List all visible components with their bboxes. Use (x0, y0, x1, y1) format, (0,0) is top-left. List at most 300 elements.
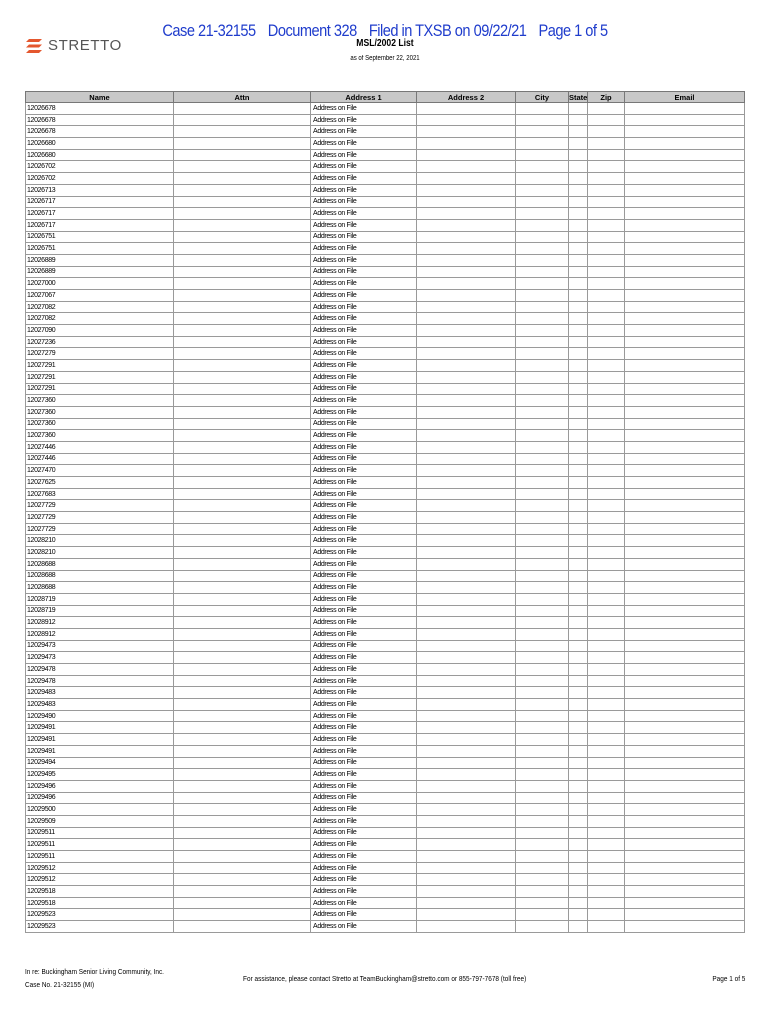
cell-zip (588, 173, 625, 185)
table-row (26, 371, 745, 383)
cell-email (625, 488, 745, 500)
cell-city (516, 488, 569, 500)
cell-name: 12026717 (26, 219, 174, 231)
cell-addr1: Address on File (311, 699, 417, 711)
cell-addr2 (417, 640, 516, 652)
cell-attn (174, 664, 311, 676)
cell-zip (588, 699, 625, 711)
cell-name: 12029473 (26, 640, 174, 652)
cell-zip (588, 184, 625, 196)
cell-addr2 (417, 231, 516, 243)
cell-zip (588, 897, 625, 909)
cell-email (625, 675, 745, 687)
cell-addr2 (417, 301, 516, 313)
cell-addr2 (417, 815, 516, 827)
cell-zip (588, 792, 625, 804)
cell-email (625, 126, 745, 138)
table-header-row (26, 92, 745, 103)
cell-attn (174, 874, 311, 886)
table-row (26, 827, 745, 839)
cell-email (625, 722, 745, 734)
cell-city (516, 126, 569, 138)
cell-zip (588, 219, 625, 231)
cell-city (516, 921, 569, 933)
cell-name: 12026702 (26, 161, 174, 173)
cell-name: 12029478 (26, 675, 174, 687)
table-row (26, 313, 745, 325)
cell-city (516, 535, 569, 547)
cell-state (569, 219, 588, 231)
cell-attn (174, 570, 311, 582)
cell-addr2 (417, 897, 516, 909)
cell-city (516, 874, 569, 886)
cell-email (625, 290, 745, 302)
cell-state (569, 699, 588, 711)
cell-state (569, 815, 588, 827)
cell-state (569, 418, 588, 430)
cell-addr1: Address on File (311, 430, 417, 442)
cell-email (625, 360, 745, 372)
cell-state (569, 243, 588, 255)
cell-city (516, 406, 569, 418)
cell-name: 12026680 (26, 138, 174, 150)
cell-email (625, 465, 745, 477)
cell-email (625, 103, 745, 115)
cell-addr1: Address on File (311, 173, 417, 185)
cell-attn (174, 710, 311, 722)
cell-city (516, 290, 569, 302)
cell-zip (588, 734, 625, 746)
cell-state (569, 558, 588, 570)
cell-name: 12027470 (26, 465, 174, 477)
cell-email (625, 827, 745, 839)
cell-email (625, 839, 745, 851)
cell-city (516, 254, 569, 266)
cell-zip (588, 862, 625, 874)
cell-city (516, 628, 569, 640)
cell-attn (174, 290, 311, 302)
cell-zip (588, 605, 625, 617)
cell-zip (588, 149, 625, 161)
cell-state (569, 710, 588, 722)
cell-name: 12027729 (26, 512, 174, 524)
cell-addr2 (417, 757, 516, 769)
cell-zip (588, 687, 625, 699)
cell-zip (588, 114, 625, 126)
cell-state (569, 465, 588, 477)
cell-addr1: Address on File (311, 126, 417, 138)
cell-addr1: Address on File (311, 593, 417, 605)
table-row (26, 114, 745, 126)
table-row (26, 219, 745, 231)
cell-name: 12029483 (26, 699, 174, 711)
cell-email (625, 582, 745, 594)
table-row (26, 406, 745, 418)
cell-attn (174, 523, 311, 535)
cell-city (516, 862, 569, 874)
cell-addr1: Address on File (311, 804, 417, 816)
cell-email (625, 710, 745, 722)
cell-state (569, 477, 588, 489)
cell-city (516, 804, 569, 816)
cell-addr1: Address on File (311, 348, 417, 360)
cell-addr1: Address on File (311, 231, 417, 243)
table-row (26, 477, 745, 489)
cell-addr2 (417, 371, 516, 383)
cell-city (516, 161, 569, 173)
cell-name: 12027236 (26, 336, 174, 348)
cell-email (625, 173, 745, 185)
cell-name: 12027446 (26, 441, 174, 453)
cell-city (516, 617, 569, 629)
cell-attn (174, 430, 311, 442)
cell-addr1: Address on File (311, 769, 417, 781)
cell-addr1: Address on File (311, 535, 417, 547)
cell-name: 12028912 (26, 617, 174, 629)
cell-zip (588, 278, 625, 290)
stamp-document: Document 328 (267, 21, 357, 40)
cell-attn (174, 395, 311, 407)
cell-addr1: Address on File (311, 383, 417, 395)
cell-addr1: Address on File (311, 161, 417, 173)
cell-attn (174, 558, 311, 570)
table-row (26, 500, 745, 512)
cell-addr2 (417, 196, 516, 208)
cell-attn (174, 383, 311, 395)
footer-case-number: Case No. 21-32155 (MI) (25, 980, 95, 989)
cell-attn (174, 780, 311, 792)
cell-city (516, 114, 569, 126)
cell-attn (174, 418, 311, 430)
cell-zip (588, 430, 625, 442)
cell-addr2 (417, 243, 516, 255)
cell-addr2 (417, 851, 516, 863)
cell-city (516, 138, 569, 150)
cell-attn (174, 675, 311, 687)
cell-attn (174, 243, 311, 255)
cell-city (516, 886, 569, 898)
cell-name: 12029512 (26, 874, 174, 886)
cell-zip (588, 360, 625, 372)
cell-addr2 (417, 149, 516, 161)
cell-attn (174, 815, 311, 827)
cell-state (569, 909, 588, 921)
cell-addr1: Address on File (311, 921, 417, 933)
cell-addr2 (417, 862, 516, 874)
table-row (26, 488, 745, 500)
table-row (26, 862, 745, 874)
cell-name: 12029483 (26, 687, 174, 699)
cell-name: 12026680 (26, 149, 174, 161)
cell-name: 12029495 (26, 769, 174, 781)
cell-zip (588, 243, 625, 255)
cell-zip (588, 103, 625, 115)
cell-state (569, 406, 588, 418)
table-row (26, 301, 745, 313)
cell-zip (588, 851, 625, 863)
table-row (26, 512, 745, 524)
cell-addr2 (417, 395, 516, 407)
cell-name: 12028719 (26, 605, 174, 617)
cell-addr1: Address on File (311, 500, 417, 512)
cell-addr1: Address on File (311, 792, 417, 804)
cell-attn (174, 827, 311, 839)
cell-addr2 (417, 290, 516, 302)
cell-state (569, 722, 588, 734)
cell-email (625, 593, 745, 605)
cell-email (625, 430, 745, 442)
cell-attn (174, 348, 311, 360)
cell-state (569, 290, 588, 302)
table-row (26, 874, 745, 886)
cell-attn (174, 406, 311, 418)
column-header-state: State (569, 92, 588, 102)
cell-zip (588, 780, 625, 792)
table-row (26, 839, 745, 851)
cell-email (625, 114, 745, 126)
cell-addr2 (417, 325, 516, 337)
cell-city (516, 441, 569, 453)
cell-addr1: Address on File (311, 757, 417, 769)
cell-city (516, 780, 569, 792)
cell-state (569, 360, 588, 372)
cell-attn (174, 640, 311, 652)
cell-addr2 (417, 126, 516, 138)
cell-city (516, 558, 569, 570)
cell-state (569, 605, 588, 617)
table-row (26, 430, 745, 442)
cell-email (625, 652, 745, 664)
cell-zip (588, 512, 625, 524)
table-row (26, 418, 745, 430)
cell-email (625, 874, 745, 886)
cell-city (516, 313, 569, 325)
cell-addr2 (417, 266, 516, 278)
cell-attn (174, 862, 311, 874)
cell-name: 12028912 (26, 628, 174, 640)
cell-addr1: Address on File (311, 254, 417, 266)
cell-name: 12029511 (26, 839, 174, 851)
cell-email (625, 851, 745, 863)
cell-name: 12028210 (26, 535, 174, 547)
cell-addr2 (417, 103, 516, 115)
cell-zip (588, 138, 625, 150)
cell-email (625, 921, 745, 933)
cell-state (569, 897, 588, 909)
cell-name: 12026702 (26, 173, 174, 185)
cell-addr1: Address on File (311, 266, 417, 278)
table-row (26, 138, 745, 150)
cell-addr2 (417, 827, 516, 839)
cell-state (569, 103, 588, 115)
cell-email (625, 231, 745, 243)
cell-addr2 (417, 874, 516, 886)
cell-city (516, 360, 569, 372)
cell-state (569, 231, 588, 243)
table-row (26, 523, 745, 535)
cell-city (516, 184, 569, 196)
cell-addr1: Address on File (311, 851, 417, 863)
cell-name: 12029512 (26, 862, 174, 874)
cell-state (569, 336, 588, 348)
cell-zip (588, 301, 625, 313)
cell-attn (174, 500, 311, 512)
cell-name: 12029511 (26, 827, 174, 839)
cell-email (625, 570, 745, 582)
table-row (26, 126, 745, 138)
cell-addr2 (417, 675, 516, 687)
cell-zip (588, 710, 625, 722)
cell-addr2 (417, 500, 516, 512)
table-row (26, 687, 745, 699)
cell-state (569, 430, 588, 442)
cell-zip (588, 827, 625, 839)
cell-zip (588, 254, 625, 266)
cell-attn (174, 149, 311, 161)
cell-addr2 (417, 558, 516, 570)
cell-state (569, 126, 588, 138)
cell-email (625, 161, 745, 173)
cell-email (625, 371, 745, 383)
creditor-table (25, 91, 745, 933)
cell-city (516, 371, 569, 383)
cell-state (569, 804, 588, 816)
cell-addr2 (417, 605, 516, 617)
cell-city (516, 103, 569, 115)
cell-attn (174, 605, 311, 617)
cell-name: 12029473 (26, 652, 174, 664)
cell-state (569, 313, 588, 325)
table-row (26, 851, 745, 863)
cell-addr1: Address on File (311, 149, 417, 161)
cell-addr1: Address on File (311, 664, 417, 676)
cell-name: 12028688 (26, 570, 174, 582)
table-row (26, 278, 745, 290)
cell-addr1: Address on File (311, 336, 417, 348)
table-row (26, 395, 745, 407)
cell-city (516, 500, 569, 512)
cell-addr1: Address on File (311, 138, 417, 150)
cell-attn (174, 699, 311, 711)
cell-addr1: Address on File (311, 582, 417, 594)
cell-zip (588, 769, 625, 781)
cell-addr2 (417, 313, 516, 325)
cell-zip (588, 406, 625, 418)
cell-attn (174, 921, 311, 933)
cell-city (516, 687, 569, 699)
table-row (26, 605, 745, 617)
cell-attn (174, 465, 311, 477)
cell-state (569, 441, 588, 453)
cell-addr2 (417, 792, 516, 804)
table-body (26, 103, 745, 933)
cell-city (516, 675, 569, 687)
cell-zip (588, 558, 625, 570)
cell-addr1: Address on File (311, 465, 417, 477)
cell-zip (588, 757, 625, 769)
cell-city (516, 208, 569, 220)
cell-email (625, 500, 745, 512)
cell-name: 12027360 (26, 430, 174, 442)
cell-addr1: Address on File (311, 897, 417, 909)
cell-name: 12029490 (26, 710, 174, 722)
cell-name: 12026751 (26, 231, 174, 243)
cell-email (625, 243, 745, 255)
cell-city (516, 477, 569, 489)
cell-name: 12028688 (26, 582, 174, 594)
cell-addr1: Address on File (311, 488, 417, 500)
cell-attn (174, 593, 311, 605)
cell-attn (174, 453, 311, 465)
cell-addr2 (417, 839, 516, 851)
cell-addr2 (417, 465, 516, 477)
cell-addr2 (417, 254, 516, 266)
cell-attn (174, 734, 311, 746)
cell-zip (588, 652, 625, 664)
cell-name: 12026751 (26, 243, 174, 255)
cell-email (625, 547, 745, 559)
table-row (26, 652, 745, 664)
cell-city (516, 219, 569, 231)
cell-addr1: Address on File (311, 418, 417, 430)
table-row (26, 815, 745, 827)
cell-zip (588, 664, 625, 676)
cell-state (569, 138, 588, 150)
cell-city (516, 395, 569, 407)
cell-attn (174, 769, 311, 781)
table-row (26, 909, 745, 921)
cell-email (625, 523, 745, 535)
cell-email (625, 909, 745, 921)
cell-addr1: Address on File (311, 874, 417, 886)
cell-city (516, 570, 569, 582)
cell-attn (174, 886, 311, 898)
table-row (26, 745, 745, 757)
cell-attn (174, 184, 311, 196)
cell-city (516, 336, 569, 348)
cell-zip (588, 874, 625, 886)
table-row (26, 886, 745, 898)
cell-zip (588, 745, 625, 757)
logo-text: STRETTO (48, 37, 122, 54)
cell-city (516, 827, 569, 839)
cell-email (625, 196, 745, 208)
cell-state (569, 617, 588, 629)
cell-state (569, 173, 588, 185)
cell-addr2 (417, 570, 516, 582)
cell-zip (588, 675, 625, 687)
cell-city (516, 792, 569, 804)
cell-city (516, 243, 569, 255)
cell-city (516, 699, 569, 711)
cell-name: 12027683 (26, 488, 174, 500)
cell-name: 12026717 (26, 196, 174, 208)
cell-addr1: Address on File (311, 477, 417, 489)
cell-zip (588, 477, 625, 489)
cell-addr1: Address on File (311, 453, 417, 465)
cell-name: 12027090 (26, 325, 174, 337)
table-row (26, 196, 745, 208)
table-row (26, 290, 745, 302)
cell-city (516, 769, 569, 781)
cell-attn (174, 851, 311, 863)
cell-name: 12029523 (26, 921, 174, 933)
column-header-name: Name (26, 92, 174, 103)
table-row (26, 360, 745, 372)
cell-city (516, 722, 569, 734)
cell-zip (588, 290, 625, 302)
cell-addr1: Address on File (311, 570, 417, 582)
